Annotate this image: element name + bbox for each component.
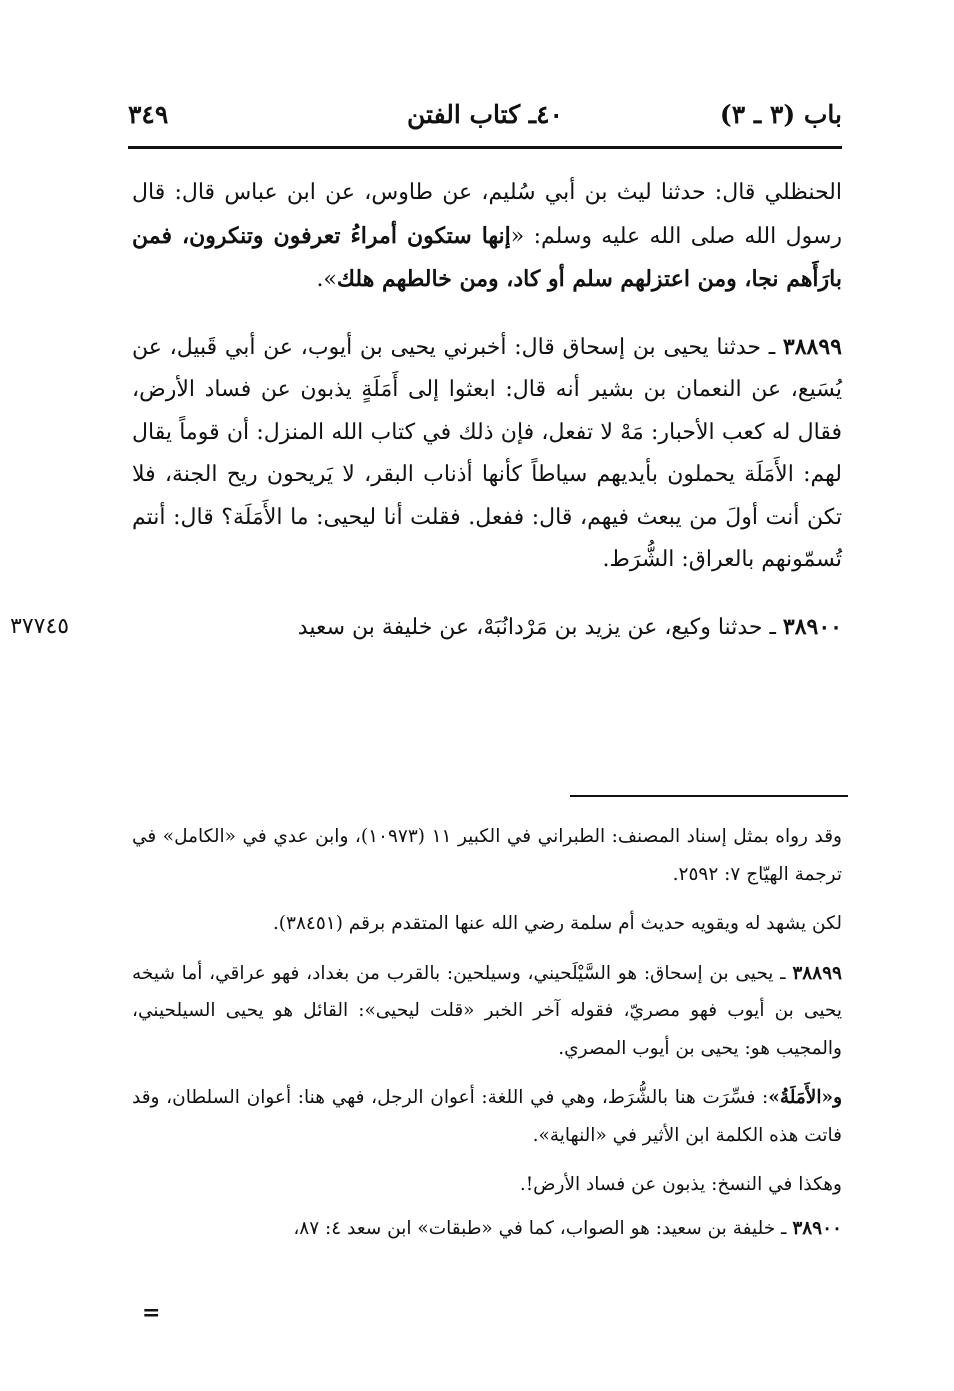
main-text bbox=[10, 172, 842, 649]
page-header bbox=[128, 98, 842, 149]
note-text: ـ خليفة بن سعيد: هو الصواب، كما في «طبقات» ابن سعد ٤: ٨٧، bbox=[293, 1217, 793, 1239]
continuation-mark: = bbox=[142, 1300, 161, 1326]
page-number: ٣٤٩ bbox=[128, 100, 169, 129]
note-3 bbox=[132, 955, 842, 1068]
note-number: ٣٨٩٠٠ bbox=[792, 1217, 842, 1239]
hadith-38900 bbox=[10, 606, 842, 650]
hadith-38899 bbox=[132, 326, 842, 582]
hadith-number: ٣٨٨٩٩ bbox=[782, 333, 842, 360]
hadith-text: ـ حدثنا يحيى بن إسحاق قال: أخبرني يحيى بن أيوب، عن أبي قَبيل، عن يُسَيع، عن النعمان بن بشير أنه قال: ابعثوا إلى أَمَلَةٍ يذبون عن فساد الأرض، فقال له كعب الأحبار: مَهْ لا تفعل، فإن ذلك في كتاب الله المنزل: أن قوماً يقال لهم: الأَمَلَة يحملون بأيديهم سياطاً كأنها أذناب البقر، لا يَريحون ريح الجنة، فلا تكن أنت أولَ من يبعث فيهم، قال: ففعل. فقلت أنا ليحيى: ما الأَمَلَة؟ قال: أنتم تُسمّونهم بالعراق: الشُّرَط. bbox=[132, 334, 842, 572]
paragraph-text: الحنظلي قال: حدثنا ليث بن أبي سُليم، عن طاوس، عن ابن عباس قال: قال رسول الله صلى الله عليه وسلم: « bbox=[132, 180, 842, 249]
hadith-quote: إنها ستكون أمراءُ تعرفون وتنكرون، فمن بارَأَهم نجا، ومن اعتزلهم سلم أو كاد، ومن خالطهم هلك bbox=[132, 222, 842, 292]
hadith-text: ـ حدثنا وكيع، عن يزيد بن مَرْدانُبَهْ، عن خليفة بن سعيد bbox=[297, 614, 783, 640]
note-4 bbox=[132, 1079, 842, 1154]
note-6 bbox=[132, 1210, 842, 1248]
footnote-separator bbox=[570, 795, 848, 797]
note-2: لكن يشهد له ويقويه حديث أم سلمة رضي الله عنها المتقدم برقم (٣٨٤٥١). bbox=[272, 913, 842, 934]
margin-number: ٣٧٧٤٥ bbox=[10, 613, 70, 639]
hadith-number: ٣٨٩٠٠ bbox=[782, 613, 842, 640]
note-term: و«الأَمَلَةُ» bbox=[768, 1087, 842, 1108]
note-1: وقد رواه بمثل إسناد المصنف: الطبراني في الكبير ١١ (١٠٩٧٣)، وابن عدي في «الكامل» في ترجمة الهيّاج ٧: ٢٥٩٢. bbox=[132, 826, 842, 885]
note-text: : فسِّرَت هنا بالشُّرَط، وهي في اللغة: أعوان الرجل، فهي هنا: أعوان السلطان، وقد فاتت هذه الكلمة ابن الأثير في «النهاية». bbox=[132, 1087, 842, 1146]
paragraph-text: ». bbox=[316, 267, 337, 292]
paragraph-hanzali bbox=[132, 172, 842, 302]
note-5: وهكذا في النسخ: يذبون عن فساد الأرض!. bbox=[519, 1174, 842, 1195]
note-text: ـ يحيى بن إسحاق: هو السَّيْلَحيني، وسيلحين: بالقرب من بغداد، فهو عراقي، أما شيخه يحيى بن أيوب فهو مصريّ، فقوله آخر الخبر «قلت ليحيى»: القائل هو يحيى السيلحيني، والمجيب هو: يحيى بن أيوب المصري. bbox=[132, 962, 842, 1059]
book-title: ٤٠ـ كتاب الفتن bbox=[407, 100, 563, 129]
chapter-label: باب (٣ ـ ٣) bbox=[719, 100, 842, 129]
footnotes bbox=[132, 818, 842, 1253]
note-number: ٣٨٨٩٩ bbox=[792, 962, 842, 984]
